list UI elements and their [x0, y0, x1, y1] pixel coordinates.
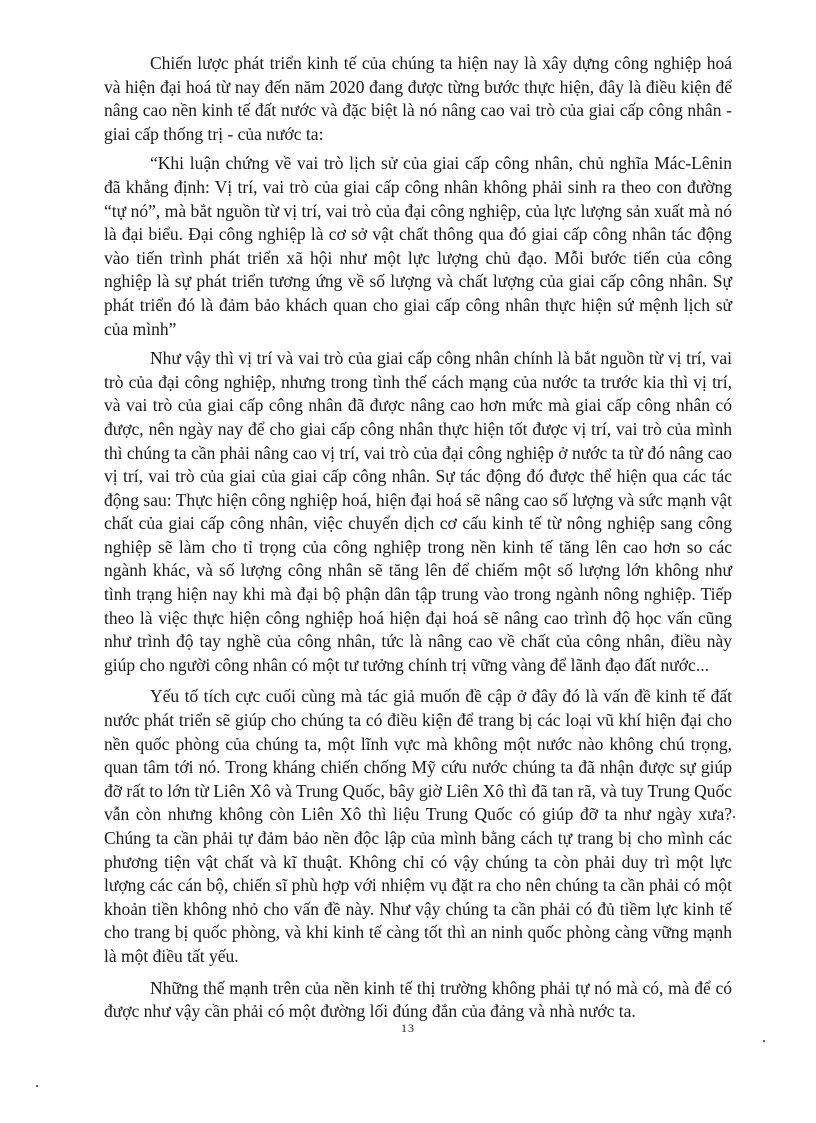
page-body: [104, 52, 732, 1032]
scan-speck: [36, 1085, 38, 1087]
paragraph-conclusion: Những thế mạnh trên của nền kinh tế thị trường không phải tự nó mà có, mà để có được như vậy cần phải có một đường lối đúng đắn của đảng và nhà nước ta.: [104, 977, 732, 1022]
scan-speck: [763, 1040, 765, 1042]
paragraph-quote: “Khi luận chứng về vai trò lịch sử của giai cấp công nhân, chủ nghĩa Mác-Lênin đã khẳng định: Vị trí, vai trò của giai cấp công nhân không phải sinh ra theo con đường “tự nó”, mà bắt nguồn từ vị trí, vai trò của đại công nghiệp, của lực lượng sản xuất mà nó là đại biểu. Đại công nghiệp là cơ sở vật chất thông qua đó giai cấp công nhân tác động vào tiến trình phát triển xã hội như một lực lượng chủ đạo. Mỗi bước tiến của công nghiệp là sự phát triển tương ứng về số lượng và chất lượng của giai cấp công nhân. Sự phát triển đó là đảm bảo khách quan cho giai cấp công nhân thực hiện sứ mệnh lịch sử của mình”: [104, 153, 732, 339]
paragraph-defense: Yếu tố tích cực cuối cùng mà tác giả muốn đề cập ở đây đó là vấn đề kinh tế đất nước phát triển sẽ giúp cho chúng ta có điều kiện để trang bị các loại vũ khí hiện đại cho nền quốc phòng của chúng ta, một lĩnh vực mà không một nước nào không chú trọng, quan tâm tới nó. Trong kháng chiến chống Mỹ cứu nước chúng ta đã nhận được sự giúp đỡ rất to lớn từ Liên Xô và Trung Quốc, bây giờ Liên Xô thì đã tan rã, và tuy Trung Quốc vẫn còn nhưng không còn Liên Xô thì liệu Trung Quốc có giúp đỡ ta như ngày xưa? Chúng ta cần phải tự đảm bảo nền độc lập của mình bằng cách tự trang bị cho mình các phương tiện vật chất và kĩ thuật. Không chỉ có vậy chúng ta còn phải duy trì một lực lượng các cán bộ, chiến sĩ phù hợp với nhiệm vụ đặt ra cho nên chúng ta cần phải có một khoản tiền không nhỏ cho vấn đề này. Như vậy chúng ta cần phải có đủ tiềm lực kinh tế cho trang bị quốc phòng, và khi kinh tế càng tốt thì an ninh quốc phòng càng vững mạnh là một điều tất yếu.: [104, 686, 732, 966]
paragraph-role-analysis: Như vậy thì vị trí và vai trò của giai cấp công nhân chính là bắt nguồn từ vị trí, vai trò của đại công nghiệp, nhưng trong tình thế cách mạng của nước ta trước kia thì vị trí, và vai trò của giai cấp công nhân đã được nâng cao hơn mức mà giai cấp công nhân có được, nên ngày nay để cho giai cấp công nhân thực hiện tốt được vị trí, vai trò của mình thì chúng ta cần phải nâng cao vị trí, vai trò của đại công nghiệp ở nước ta từ đó nâng cao vị trí, vai trò của giai của giai cấp công nhân. Sự tác động đó được thể hiện qua các tác động sau: Thực hiện công nghiệp hoá, hiện đại hoá sẽ nâng cao số lượng và sức mạnh vật chất của giai cấp công nhân, việc chuyển dịch cơ cấu kinh tế từ nông nghiệp sang công nghiệp sẽ làm cho tỉ trọng của công nghiệp trong nền kinh tế tăng lên cao hơn so các ngành khác, và số lượng công nhân sẽ tăng lên để chiếm một số lượng lớn không như tình trạng hiện nay khi mà đại bộ phận dân tập trung vào trong ngành nông nghiệp. Tiếp theo là việc thực hiện công nghiệp hoá hiện đại hoá sẽ nâng cao trình độ học vấn cũng như trình độ tay nghề của công nhân, tức là nâng cao về chất của công nhân, điều này giúp cho người công nhân có một tư tưởng chính trị vững vàng để lãnh đạo đất nước...: [104, 348, 732, 675]
scan-speck: [733, 816, 735, 818]
paragraph-intro: Chiến lược phát triển kinh tế của chúng ta hiện nay là xây dựng công nghiệp hoá và hiện đại hoá từ nay đến năm 2020 đang được từng bước thực hiện, đây là điều kiện để nâng cao nền kinh tế đất nước và đặc biệt là nó nâng cao vai trò của giai cấp công nhân - giai cấp thống trị - của nước ta:: [104, 53, 732, 144]
page-number: 13: [401, 1021, 415, 1035]
